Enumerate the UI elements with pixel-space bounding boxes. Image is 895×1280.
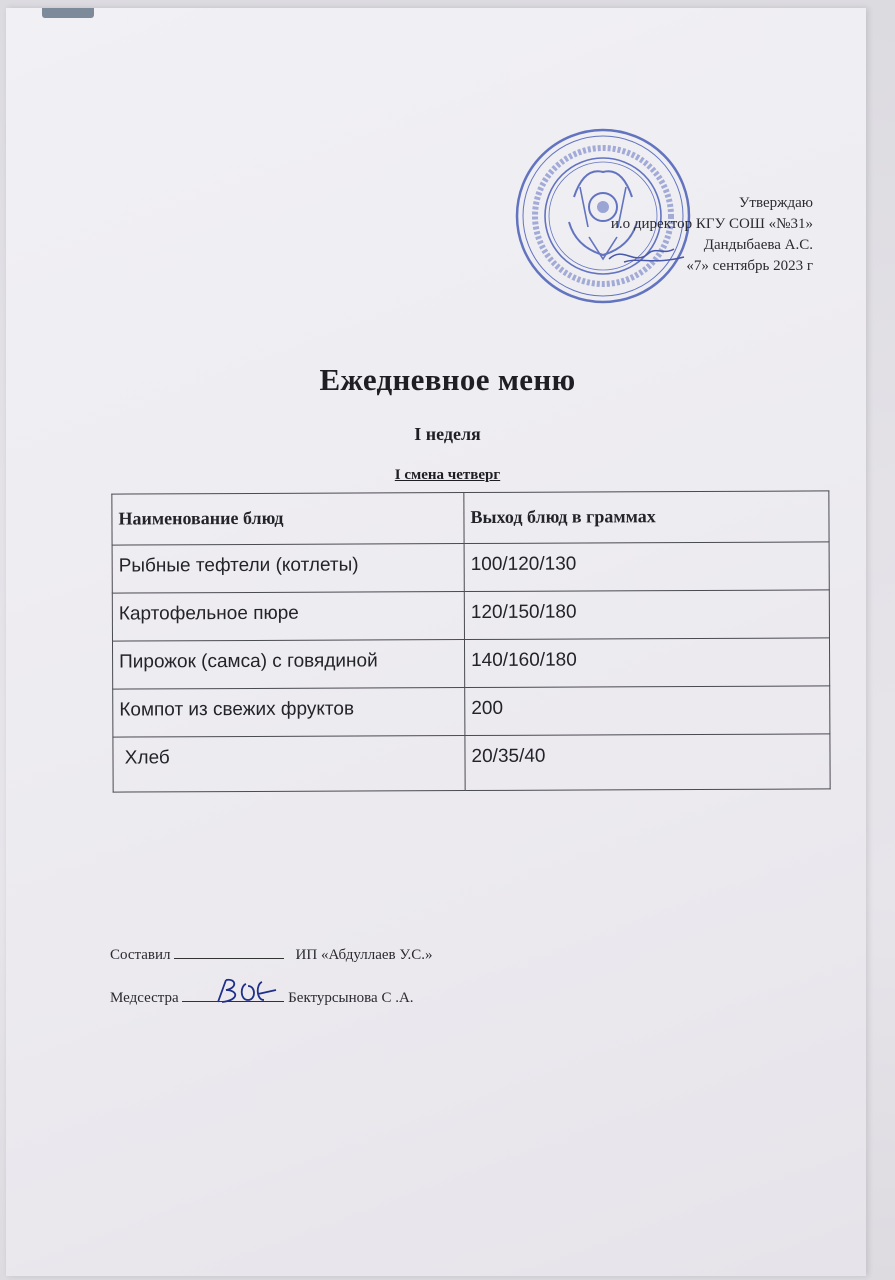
approval-line-1: Утверждаю (738, 195, 813, 211)
nurse-signature-area (182, 990, 284, 1007)
clip-tab (42, 8, 94, 18)
compiled-by-line (110, 947, 433, 964)
compiled-label: Составил (110, 947, 171, 963)
table-header-row (112, 491, 829, 545)
dish-cell: Пирожок (самса) с говядиной (112, 640, 464, 690)
nurse-label: Медсестра (110, 990, 179, 1006)
table-row (112, 542, 829, 593)
header-portion: Выход блюд в граммах (464, 491, 829, 544)
portion-cell: 200 (465, 686, 830, 736)
header-dish-name: Наименование блюд (112, 493, 464, 546)
portion-cell: 100/120/130 (464, 542, 829, 592)
dish-cell: Компот из свежих фруктов (113, 688, 465, 738)
table-row (113, 734, 830, 792)
approval-line-4: «7» сентябрь 2023 г (686, 258, 813, 274)
compiled-name: ИП «Абдуллаев У.С.» (295, 947, 433, 963)
portion-cell: 140/160/180 (464, 638, 829, 688)
week-label: I неделя (414, 424, 481, 444)
portion-cell: 120/150/180 (464, 590, 829, 640)
table-row (112, 590, 829, 641)
handwritten-signature-icon (212, 976, 282, 1006)
dish-cell: Рыбные тефтели (котлеты) (112, 544, 464, 594)
dish-cell: Картофельное пюре (112, 592, 464, 642)
nurse-line (110, 990, 414, 1007)
shift-label: I смена четверг (394, 467, 501, 483)
table-row (113, 686, 830, 737)
approval-block (611, 193, 813, 277)
menu-table (111, 490, 830, 792)
dish-cell: Хлеб (113, 736, 465, 793)
nurse-name: Бектурсынова С .А. (288, 990, 414, 1006)
approval-line-3: Дандыбаева А.С. (703, 237, 813, 253)
portion-cell: 20/35/40 (465, 734, 830, 791)
approval-line-2: и.о директор КГУ СОШ «№31» (610, 216, 813, 232)
table-row (112, 638, 829, 689)
document-title: Ежедневное меню (319, 362, 576, 397)
signature-blank (174, 958, 284, 959)
